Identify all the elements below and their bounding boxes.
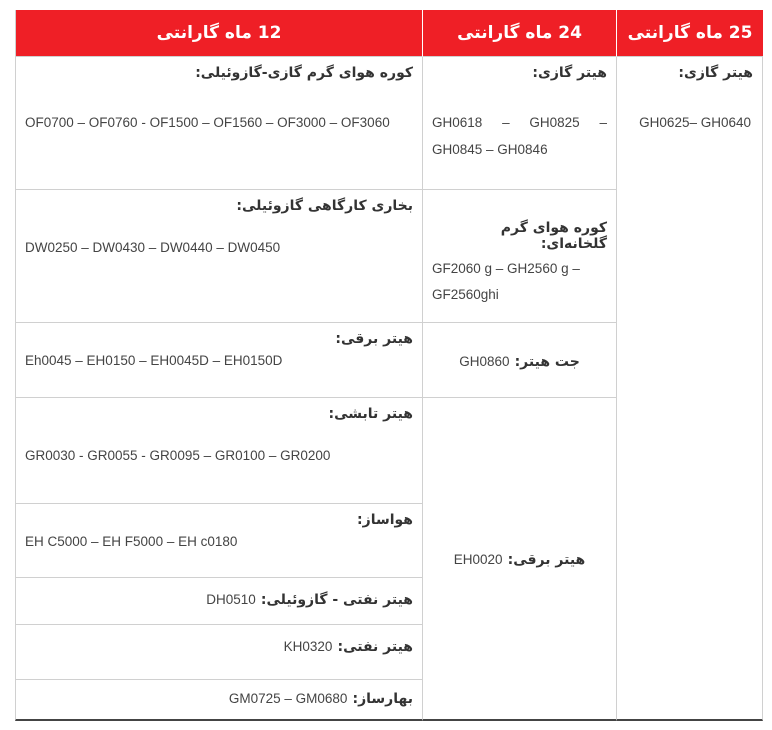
- model-list: KH0320: [283, 639, 333, 654]
- cell-12-radiant-heater: [15, 398, 423, 504]
- model-list: GF2060 g – GH2560 g – GF2560ghi: [432, 261, 580, 302]
- model-list: GR0030 - GR0055 - GR0095 – GR0100 – GR0200: [25, 448, 331, 463]
- category-title: هیتر برقی:: [507, 552, 586, 568]
- category-title: هیتر گازی:: [678, 65, 753, 81]
- model-list: OF0700 – OF0760 - OF1500 – OF1560 – OF3000 – OF3060: [25, 115, 390, 130]
- inline-entry: [25, 688, 413, 709]
- model-list: GM0725 – GM0680: [228, 691, 348, 706]
- category-title: هیتر نفتی:: [337, 639, 413, 655]
- cell-12-air-handler: [15, 504, 423, 578]
- header-12-months: [15, 10, 423, 57]
- model-list: GH0625– GH0640: [639, 115, 751, 130]
- category-title: هواساز:: [357, 512, 413, 528]
- header-25-months: [617, 10, 763, 57]
- category-title: جت هیتر:: [514, 353, 580, 370]
- header-24-months: [423, 10, 617, 57]
- inline-entry: [454, 549, 586, 568]
- cell-12-kerosene-heater: [15, 625, 423, 680]
- model-list: DW0250 – DW0430 – DW0440 – DW0450: [25, 240, 281, 255]
- category-title: هیتر نفتی - گازوئیلی:: [260, 592, 413, 608]
- model-list: GH0860: [459, 353, 510, 369]
- model-list: EH0020: [453, 552, 503, 567]
- cell-12-workshop-heater: [15, 190, 423, 323]
- header-25-label: 25 ماه گارانتی: [627, 23, 753, 43]
- category-title: بخاری کارگاهی گازوئیلی:: [236, 198, 413, 214]
- inline-entry: [25, 586, 413, 613]
- inline-entry: [25, 633, 413, 660]
- category-title: بهارساز:: [352, 691, 413, 707]
- cell-24-greenhouse-furnace: [423, 190, 617, 323]
- cell-24-electric-heater: [423, 398, 617, 721]
- cell-25-gas-heater: [617, 57, 763, 721]
- cell-24-jet-heater: [423, 323, 617, 398]
- cell-12-humidifier: [15, 680, 423, 721]
- cell-24-gas-heater: [423, 57, 617, 190]
- category-title: کوره هوای گرم گلخانه‌ای:: [500, 220, 607, 252]
- cell-12-oil-diesel-heater: [15, 578, 423, 625]
- warranty-table: [15, 10, 763, 721]
- model-list: EH C5000 – EH F5000 – EH c0180: [25, 534, 238, 549]
- header-24-label: 24 ماه گارانتی: [457, 23, 582, 43]
- model-list: Eh0045 – EH0150 – EH0045D – EH0150D: [25, 353, 283, 368]
- cell-12-electric-heater: [15, 323, 423, 398]
- model-list: DH0510: [206, 592, 256, 607]
- category-title: هیتر برقی:: [335, 331, 413, 347]
- category-title: هیتر تابشی:: [328, 406, 413, 422]
- category-title: هیتر گازی:: [532, 65, 607, 81]
- cell-12-oil-gas-furnace: [15, 57, 423, 190]
- inline-entry: [459, 351, 580, 370]
- header-12-label: 12 ماه گارانتی: [156, 23, 282, 43]
- category-title: کوره هوای گرم گازی-گازوئیلی:: [195, 65, 413, 81]
- model-list: GH0618 – GH0825 – GH0845 – GH0846: [432, 115, 607, 157]
